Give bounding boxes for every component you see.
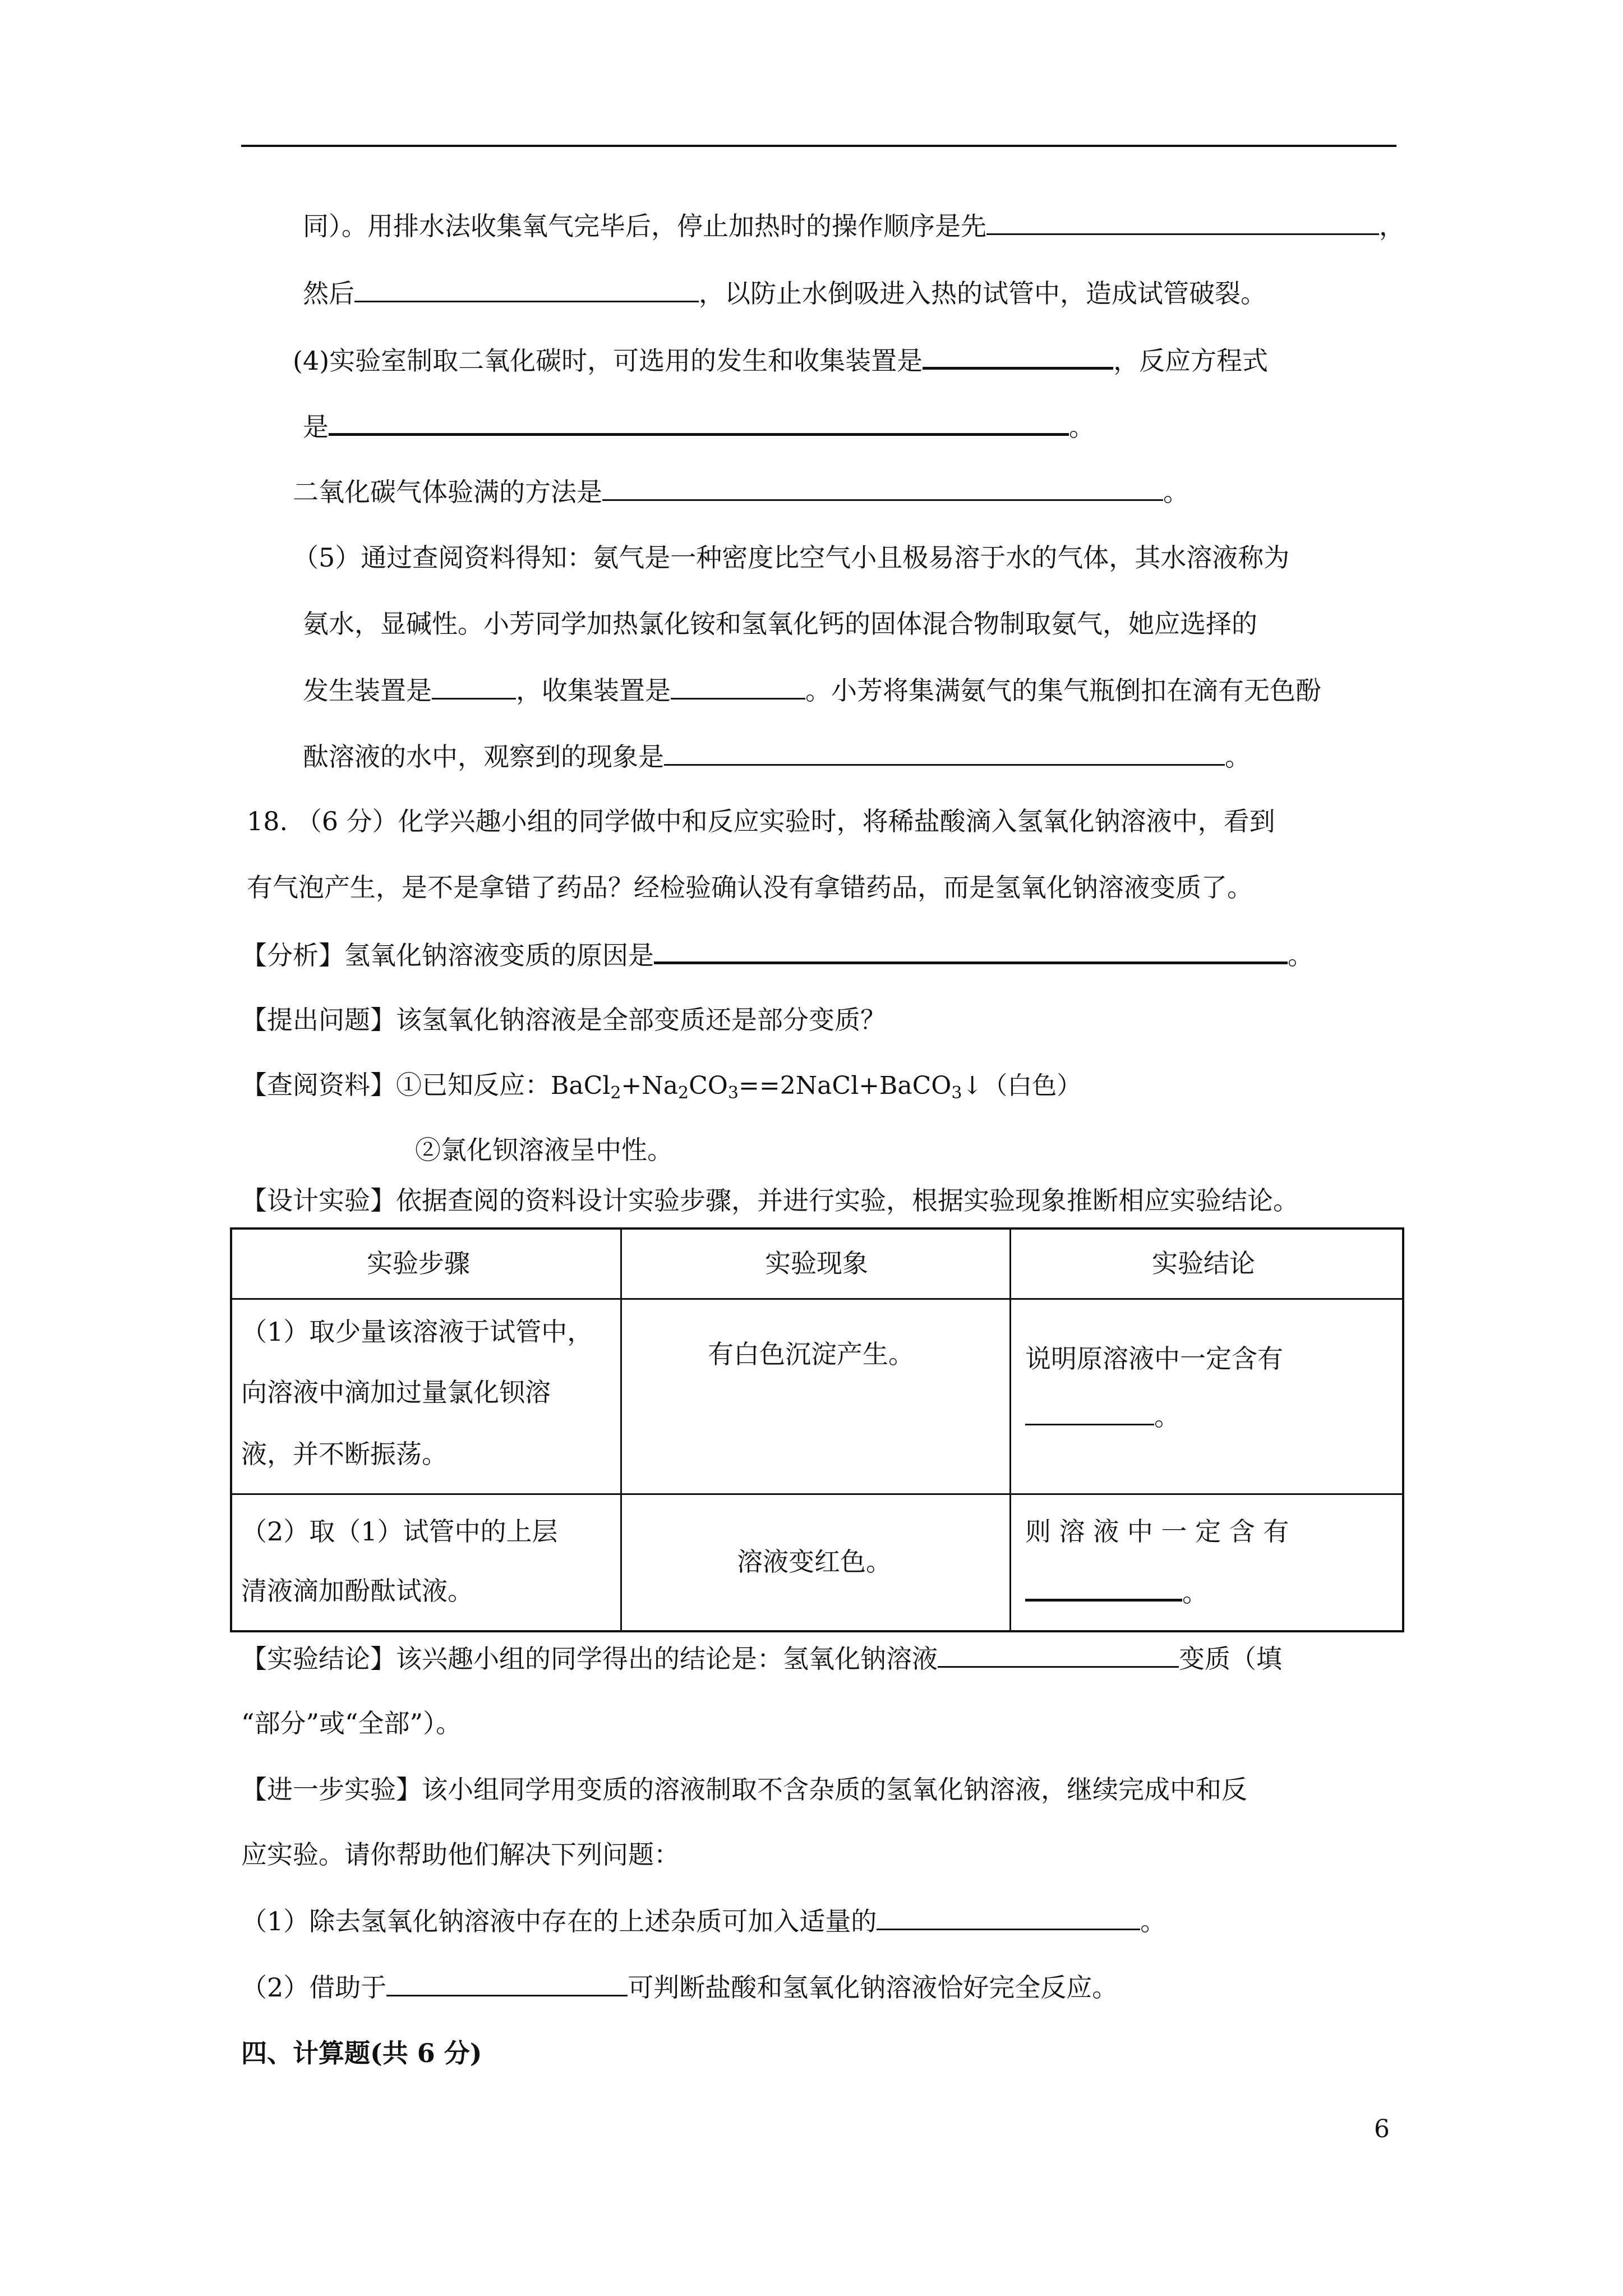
reference-line-1 [241,1068,1081,1103]
sub-question-2-start: （2）借助于 [241,1972,387,2003]
text-line-9 [303,739,1251,774]
text-line-8 [303,673,1321,707]
line-7-text: 氨水，显碱性。小芳同学加热氯化铵和氢氧化钙的固体混合物制取氨气，她应选择的 [303,609,1257,639]
conclusion-end: 变质（填 [1179,1644,1282,1674]
further-experiment-text-2: 应实验。请你帮助他们解决下列问题： [241,1839,680,1870]
table-divider [232,1298,1402,1300]
text-line-1 [303,209,1405,243]
table-header-conclusion: 实验结论 [1152,1248,1255,1278]
formula-part: BaCl [551,1071,611,1100]
sub-question-1 [241,1904,1166,1938]
row-1-observation: 有白色沉淀产生。 [708,1339,914,1369]
line-8-mid: ，收集装置是 [516,675,671,706]
reference-label: 【查阅资料】①已知反应： [241,1070,551,1100]
formula-sub: 3 [727,1083,739,1103]
answer-blank [654,937,1288,964]
table-divider [232,1493,1402,1495]
line-5-start: 二氧化碳气体验满的方法是 [293,477,602,507]
line-4-start: 是 [303,412,329,442]
page-number: 6 [1374,2115,1390,2143]
table-divider [1009,1230,1011,1630]
line-3-start: (4)实验室制取二氧化碳时，可选用的发生和收集装置是 [293,346,923,376]
answer-blank [671,673,805,700]
line-8-end: 。小芳将集满氨气的集气瓶倒扣在滴有无色酚 [805,675,1321,706]
answer-blank [602,475,1163,501]
row-1-step-line-1: （1）取少量该溶液于试管中， [241,1317,593,1347]
reference-line-2 [415,1133,673,1167]
conclusion-text-2: “部分”或“全部”）。 [241,1708,462,1738]
question-18-line-2 [247,871,1253,904]
conclusion-text: 【实验结论】该兴趣小组的同学得出的结论是：氢氧化钠溶液 [241,1644,938,1674]
reference-text-2: ②氯化钡溶液呈中性。 [415,1135,673,1165]
formula-part: +Na [621,1071,679,1100]
further-experiment-line-1 [241,1773,1247,1806]
answer-blank [923,342,1113,370]
formula-part: ↓（白色） [962,1071,1082,1100]
line-2-start: 然后 [303,278,354,309]
answer-blank [386,1970,628,1996]
question-18-line-1 [247,804,1275,838]
answer-blank [432,673,516,700]
row-2-observation: 溶液变红色。 [737,1547,892,1577]
conclusion-line [241,1641,1282,1676]
answer-blank [664,739,1225,766]
answer-blank [986,209,1379,235]
line-9-start: 酞溶液的水中，观察到的现象是 [303,742,664,772]
question-text: 【提出问题】该氢氧化钠溶液是全部变质还是部分变质？ [241,1005,886,1035]
section-heading [241,2036,482,2070]
sub-question-1-text: （1）除去氢氧化钠溶液中存在的上述杂质可加入适量的 [241,1906,877,1936]
answer-blank [1025,1574,1182,1602]
question-line [241,1003,886,1037]
sub-question-2-end: 可判断盐酸和氢氧化钠溶液恰好完全反应。 [628,1972,1118,2003]
row-2-step-line-1: （2）取（1）试管中的上层 [241,1516,558,1547]
text-line-4 [303,408,1095,444]
line-1-text: 同）。用排水法收集氧气完毕后，停止加热时的操作顺序是先 [303,211,986,241]
sub-question-2 [241,1970,1118,2004]
further-experiment-line-2 [241,1838,680,1871]
line-1-end: ， [1379,211,1405,241]
reaction-formula [551,1071,1082,1103]
answer-blank [329,408,1069,436]
row-2-conclusion-blank-line [1025,1574,1208,1609]
line-9-end: 。 [1225,742,1251,772]
sub-question-1-end: 。 [1140,1906,1166,1936]
table-header-observation: 实验现象 [765,1248,868,1278]
row-2-step-line-2: 清液滴加酚酞试液。 [241,1576,473,1606]
formula-sub: 2 [678,1083,689,1103]
formula-sub: 3 [951,1083,962,1103]
table-header-step: 实验步骤 [367,1248,470,1278]
line-6-text: （5）通过查阅资料得知：氨气是一种密度比空气小且极易溶于水的气体，其水溶液称为 [293,542,1290,573]
text-line-6 [293,541,1289,574]
analysis-line [241,937,1313,972]
table-divider [620,1230,622,1630]
question-18-text-2: 有气泡产生，是不是拿错了药品？经检验确认没有拿错药品，而是氢氧化钠溶液变质了。 [247,872,1253,903]
conclusion-line-2 [241,1706,462,1740]
row-1-conclusion-end: 。 [1154,1401,1180,1432]
row-2-conclusion-end: 。 [1182,1577,1208,1608]
line-3-end: ，反应方程式 [1113,346,1269,376]
row-1-conclusion-text: 说明原溶液中一定含有 [1025,1343,1283,1374]
header-rule [241,145,1396,147]
analysis-end: 。 [1288,940,1313,970]
text-line-3 [293,342,1268,378]
row-1-step-line-2: 向溶液中滴加过量氯化钡溶 [241,1377,551,1407]
row-1-conclusion-blank-line [1025,1399,1180,1433]
question-18-text: 18. （6 分）化学兴趣小组的同学做中和反应实验时，将稀盐酸滴入氢氧化钠溶液中，看到 [247,806,1275,836]
formula-part: ==2NaCl+BaCO [738,1071,952,1100]
design-text: 【设计实验】依据查阅的资料设计实验步骤，并进行实验，根据实验现象推断相应实验结论。 [241,1185,1299,1216]
line-8-start: 发生装置是 [303,675,432,706]
row-1-step-line-3: 液，并不断振荡。 [241,1439,448,1469]
line-2-end: ，以防止水倒吸进入热的试管中，造成试管破裂。 [699,278,1266,309]
row-2-conclusion-text: 则 溶 液 中 一 定 含 有 [1025,1516,1289,1547]
analysis-text: 【分析】氢氧化钠溶液变质的原因是 [241,940,654,970]
answer-blank [354,276,699,302]
line-4-end: 。 [1069,412,1095,442]
text-line-7 [303,607,1257,641]
answer-blank [877,1904,1140,1930]
formula-sub: 2 [610,1083,621,1103]
section-heading-text: 四、计算题(共 6 分) [241,2038,482,2068]
text-line-5 [293,475,1189,509]
text-line-2 [303,276,1266,310]
answer-blank [938,1641,1179,1668]
further-experiment-text: 【进一步实验】该小组同学用变质的溶液制取不含杂质的氢氧化钠溶液，继续完成中和反 [241,1774,1247,1805]
experiment-table [230,1227,1404,1632]
design-line [241,1184,1299,1217]
formula-part: CO [689,1071,728,1100]
answer-blank [1025,1399,1154,1425]
line-5-end: 。 [1163,477,1189,507]
